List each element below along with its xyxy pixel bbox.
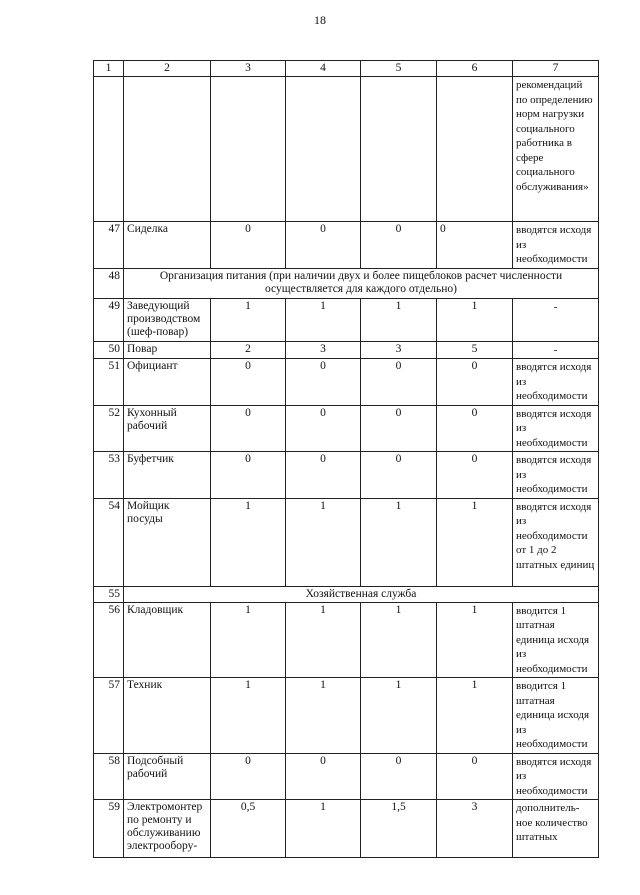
table-row [94,800,599,858]
value-cell: 1 [286,602,361,678]
value-cell: 1 [211,678,286,754]
header-cell: 1 [94,61,124,77]
table-row [94,452,599,499]
position-name: Подсобный рабочий [124,753,211,800]
row-number: 47 [94,222,124,269]
table-row [94,298,599,341]
value-cell: 0 [211,359,286,406]
position-name: Мойщик посуды [124,498,211,586]
position-name: Техник [124,678,211,754]
position-name: Электромонтер по ремонту и обслуживанию электрообору- [124,800,211,858]
value-cell: 0 [437,405,513,452]
note-cell: вводится 1 штатная единица исходя из необходимости [513,678,599,754]
position-name: Повар [124,341,211,359]
position-name: Кладовщик [124,602,211,678]
row-number: 49 [94,298,124,341]
position-name: Буфетчик [124,452,211,499]
value-cell: 1 [361,602,437,678]
value-cell: 1 [437,298,513,341]
value-cell: 1 [286,298,361,341]
value-cell: 0 [286,222,361,269]
value-cell: 2 [211,341,286,359]
value-cell: 0 [361,222,437,269]
header-cell: 7 [513,61,599,77]
row-number: 50 [94,341,124,359]
note-cell: вводятся исходя из необходимости [513,359,599,406]
table-row [94,498,599,586]
value-cell: 0 [437,753,513,800]
header-cell: 4 [286,61,361,77]
value-cell: 5 [437,341,513,359]
row-number: 55 [94,586,124,602]
section-title: Хозяйственная служба [124,586,599,602]
value-cell: 0 [286,359,361,406]
value-cell: 1 [437,602,513,678]
table-row [94,359,599,406]
value-cell: 0 [211,452,286,499]
header-cell: 6 [437,61,513,77]
value-cell: 0 [437,222,513,269]
header-cell: 2 [124,61,211,77]
row-number: 54 [94,498,124,586]
value-cell: 1 [361,498,437,586]
header-cell: 3 [211,61,286,77]
table-row [94,405,599,452]
value-cell: 0 [286,405,361,452]
position-name: Заведующий производством (шеф-повар) [124,298,211,341]
value-cell: 1 [286,800,361,858]
note-cell: вводятся исходя из необходимости [513,452,599,499]
table-row [94,753,599,800]
value-cell: 0 [437,452,513,499]
value-cell: 0 [286,753,361,800]
value-cell: 1 [286,498,361,586]
note-cell: вводятся исходя из необходимости [513,405,599,452]
value-cell: 1 [211,298,286,341]
value-cell: 0 [361,452,437,499]
table-row [94,222,599,269]
value-cell: 1 [361,298,437,341]
value-cell: 0,5 [211,800,286,858]
section-row [94,268,599,298]
note-cell: вводятся исходя из необходимости [513,222,599,269]
table-row [94,678,599,754]
value-cell: 1 [437,498,513,586]
note-cell: вводятся исходя из необходимости [513,753,599,800]
row-number: 48 [94,268,124,298]
value-cell: 0 [437,359,513,406]
table-row [94,602,599,678]
value-cell: 3 [437,800,513,858]
note-cell: дополнитель-ное количество штатных [513,800,599,858]
row-number: 58 [94,753,124,800]
value-cell: 0 [211,405,286,452]
note-cell: - [513,341,599,359]
value-cell: 0 [211,222,286,269]
staffing-table [93,60,599,858]
note-cell: вводятся исходя из необходимости от 1 до 2 штатных единиц [513,498,599,586]
value-cell: 0 [361,753,437,800]
header-row [94,61,599,77]
value-cell: 0 [286,452,361,499]
value-cell: 1 [437,678,513,754]
row-number: 53 [94,452,124,499]
row-number: 56 [94,602,124,678]
position-name: Официант [124,359,211,406]
value-cell: 0 [361,405,437,452]
note-cell: вводится 1 штатная единица исходя из необходимости [513,602,599,678]
row-number: 52 [94,405,124,452]
value-cell: 0 [361,359,437,406]
section-row [94,586,599,602]
row-number: 59 [94,800,124,858]
value-cell: 1 [286,678,361,754]
value-cell: 1 [361,678,437,754]
value-cell: 1 [211,498,286,586]
row-number: 51 [94,359,124,406]
table-row [94,77,599,222]
value-cell: 3 [361,341,437,359]
row-number: 57 [94,678,124,754]
value-cell: 1 [211,602,286,678]
value-cell: 0 [211,753,286,800]
value-cell: 1,5 [361,800,437,858]
note-cell: рекомендаций по определению норм нагрузки социального работника в сфере социального обслуживания» [513,77,599,222]
value-cell: 3 [286,341,361,359]
header-cell: 5 [361,61,437,77]
position-name: Сиделка [124,222,211,269]
table-row [94,341,599,359]
position-name: Кухонный рабочий [124,405,211,452]
note-cell: - [513,298,599,341]
page-number: 18 [314,13,326,27]
section-title: Организация питания (при наличии двух и более пищеблоков расчет численности осуществляется для каждого отдельно) [124,268,599,298]
